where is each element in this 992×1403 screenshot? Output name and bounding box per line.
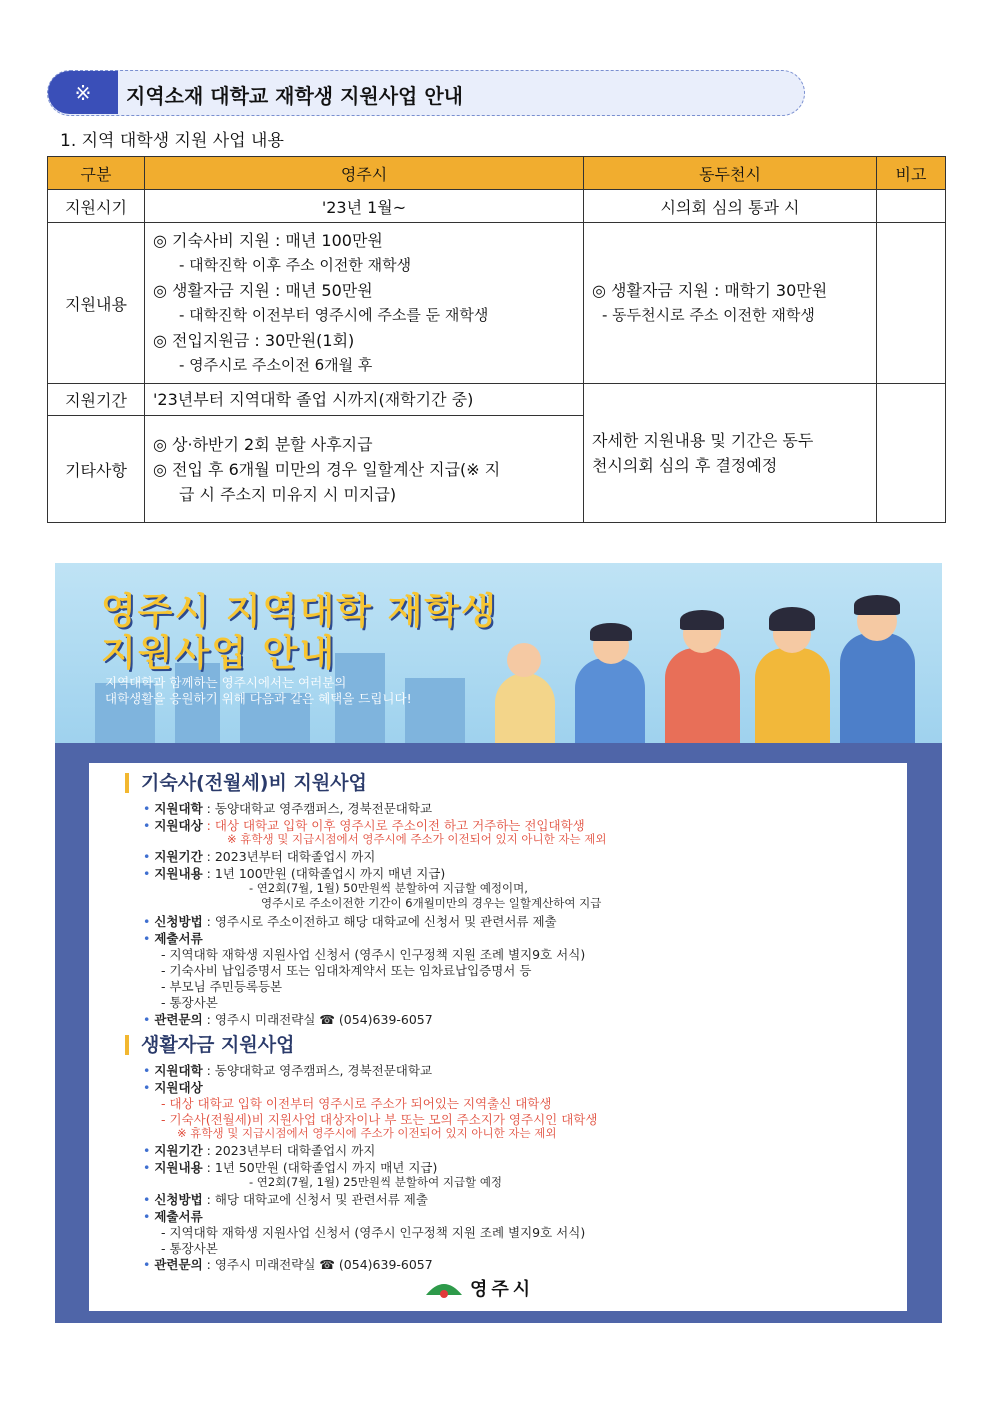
- header-category: 구분: [48, 157, 145, 190]
- bullet-icon: •: [143, 1192, 151, 1207]
- student-hair: [769, 607, 815, 631]
- info-line: [143, 1255, 433, 1273]
- info-line: - 통장사본: [161, 1241, 218, 1256]
- student-figure: [840, 633, 915, 743]
- info-value: : 2023년부터 대학졸업시 까지: [202, 1143, 376, 1158]
- info-line: [143, 847, 375, 865]
- info-key: 관련문의: [154, 1012, 203, 1027]
- student-figure: [575, 658, 645, 743]
- info-key: 제출서류: [154, 931, 203, 946]
- header-yeongju: 영주시: [145, 157, 584, 190]
- bullet-icon: •: [143, 1257, 151, 1272]
- bullet-icon: •: [143, 1063, 151, 1078]
- student-hair: [680, 610, 724, 630]
- reference-mark-icon: ※: [48, 71, 118, 114]
- poster-subtitle: 지역대학과 함께하는 영주시에서는 여러분의: [105, 675, 347, 690]
- dongducheon-etc: [584, 384, 877, 523]
- info-value: : 영주시 미래전략실 ☎ (054)639-6057: [202, 1012, 433, 1027]
- student-figure: [495, 673, 555, 743]
- note-cell: [877, 223, 946, 384]
- info-line: - 연2회(7월, 1월) 50만원씩 분할하여 지급할 예정이며,: [249, 881, 528, 895]
- info-key: 지원대상: [154, 1080, 203, 1095]
- content-line: ◎ 상·하반기 2회 분할 사후지급: [153, 434, 373, 454]
- info-value: : 대상 대학교 입학 이후 영주시로 주소이전 하고 거주하는 전입대학생: [202, 818, 585, 833]
- info-value: : 영주시로 주소이전하고 해당 대학교에 신청서 및 관련서류 제출: [202, 914, 557, 929]
- info-line: - 대상 대학교 입학 이전부터 영주시로 주소가 되어있는 지역출신 대학생: [161, 1096, 552, 1111]
- content-line: 천시의회 심의 후 결정예정: [592, 456, 778, 475]
- content-line: ◎ 생활자금 지원 : 매학기 30만원: [592, 281, 828, 300]
- yeongju-etc: [145, 416, 584, 523]
- info-line: - 지역대학 재학생 지원사업 신청서 (영주시 인구정책 지원 조례 별지9호 서식): [161, 947, 586, 962]
- info-line: [143, 799, 432, 817]
- header-note: 비고: [877, 157, 946, 190]
- student-figure: [665, 648, 740, 743]
- poster-banner: [55, 563, 942, 743]
- bullet-icon: •: [143, 1160, 151, 1175]
- info-value: : 동양대학교 영주캠퍼스, 경북전문대학교: [202, 801, 433, 816]
- bullet-icon: •: [143, 849, 151, 864]
- student-figure: [755, 648, 830, 743]
- section-heading: 생활자금 지원사업: [125, 1035, 294, 1055]
- section-heading: 기숙사(전월세)비 지원사업: [125, 773, 367, 793]
- row-label: 기타사항: [48, 416, 145, 523]
- bullet-icon: •: [143, 818, 151, 833]
- poster-title: 지원사업 안내: [101, 633, 337, 674]
- student-hair: [854, 595, 900, 615]
- bullet-icon: •: [143, 914, 151, 929]
- content-line: ◎ 전입지원금 : 30만원(1회): [153, 331, 355, 350]
- row-label: 지원기간: [48, 384, 145, 416]
- yeongju-logo-icon: [424, 1277, 464, 1299]
- info-line: - 지역대학 재학생 지원사업 신청서 (영주시 인구정책 지원 조례 별지9호 서식): [161, 1225, 586, 1240]
- page-title: 지역소재 대학교 재학생 지원사업 안내: [126, 84, 463, 108]
- info-line: - 기숙사(전월세)비 지원사업 대상자이나 부 또는 모의 주소지가 영주시인 대학생: [161, 1112, 598, 1127]
- info-value: : 영주시 미래전략실 ☎ (054)639-6057: [202, 1257, 433, 1272]
- info-key: 제출서류: [154, 1209, 203, 1224]
- content-line: - 영주시로 주소이전 6개월 후: [179, 356, 373, 374]
- table-header-row: [48, 157, 946, 190]
- info-line: [143, 1141, 375, 1159]
- info-line: [143, 1190, 428, 1208]
- info-key: 지원내용: [154, 866, 203, 881]
- info-key: 관련문의: [154, 1257, 203, 1272]
- content-line: 자세한 지원내용 및 기간은 동두: [592, 431, 814, 450]
- info-key: 지원대학: [154, 801, 203, 816]
- info-line: [143, 912, 557, 930]
- bullet-icon: •: [143, 1143, 151, 1158]
- support-table: [47, 156, 946, 523]
- bullet-icon: •: [143, 801, 151, 816]
- content-line: ◎ 생활자금 지원 : 매년 50만원: [153, 281, 373, 300]
- info-line: - 기숙사비 납입증명서 또는 임대차계약서 또는 임차료납입증명서 등: [161, 963, 532, 978]
- info-value: : 2023년부터 대학졸업시 까지: [202, 849, 376, 864]
- yeongju-period: '23년 1월~: [145, 190, 584, 223]
- content-line: - 대학진학 이후 주소 이전한 재학생: [179, 256, 412, 274]
- info-line: [143, 1010, 433, 1028]
- info-note: ※ 휴학생 및 지급시점에서 영주시에 주소가 이전되어 있지 아니한 자는 제외: [227, 832, 607, 846]
- dongducheon-content: [584, 223, 877, 384]
- student-head: [507, 643, 541, 677]
- info-line: - 부모님 주민등록등본: [161, 979, 283, 994]
- content-line: - 대학진학 이전부터 영주시에 주소를 둔 재학생: [179, 306, 489, 324]
- dongducheon-period: 시의회 심의 통과 시: [584, 190, 877, 223]
- poster-info-card: [89, 763, 907, 1311]
- table-row: [48, 223, 946, 384]
- info-key: 지원기간: [154, 1143, 203, 1158]
- note-cell: [877, 190, 946, 223]
- info-key: 신청방법: [154, 1192, 203, 1207]
- content-line: - 동두천시로 주소 이전한 재학생: [602, 306, 815, 324]
- info-line: - 통장사본: [161, 995, 218, 1010]
- content-line: ◎ 전입 후 6개월 미만의 경우 일할계산 지급(※ 지: [153, 459, 501, 479]
- bullet-icon: •: [143, 1209, 151, 1224]
- content-line: ◎ 기숙사비 지원 : 매년 100만원: [153, 231, 383, 250]
- bullet-icon: •: [143, 1012, 151, 1027]
- bullet-icon: •: [143, 866, 151, 881]
- yeongju-duration: '23년부터 지역대학 졸업 시까지(재학기간 중): [145, 384, 584, 416]
- building-shape: [405, 678, 465, 743]
- info-value: : 동양대학교 영주캠퍼스, 경북전문대학교: [202, 1063, 433, 1078]
- row-label: 지원내용: [48, 223, 145, 384]
- note-cell: [877, 384, 946, 523]
- content-line: 급 시 주소지 미유지 시 미지급): [179, 484, 397, 504]
- info-value: : 1년 50만원 (대학졸업시 까지 매년 지급): [202, 1160, 438, 1175]
- info-line: [143, 1061, 432, 1079]
- poster-subtitle: 대학생활을 응원하기 위해 다음과 같은 혜택을 드립니다!: [105, 691, 412, 706]
- info-key: 지원내용: [154, 1160, 203, 1175]
- info-line: - 연2회(7월, 1월) 25만원씩 분할하여 지급할 예정: [249, 1175, 503, 1189]
- section-heading: 1. 지역 대학생 지원 사업 내용: [60, 131, 284, 151]
- row-label: 지원시기: [48, 190, 145, 223]
- info-note: ※ 휴학생 및 지급시점에서 영주시에 주소가 이전되어 있지 아니한 자는 제외: [177, 1126, 557, 1140]
- table-row: [48, 384, 946, 416]
- info-key: 신청방법: [154, 914, 203, 929]
- yeongju-content: [145, 223, 584, 384]
- info-key: 지원대학: [154, 1063, 203, 1078]
- students-illustration: [485, 593, 915, 743]
- header-dongducheon: 동두천시: [584, 157, 877, 190]
- info-value: : 1년 100만원 (대학졸업시 까지 매년 지급): [202, 866, 446, 881]
- info-line: 영주시로 주소이전한 기간이 6개월미만의 경우는 일할계산하여 지급: [261, 896, 602, 910]
- logo-text: 영주시: [470, 1279, 535, 1300]
- title-bar: [47, 70, 805, 116]
- poster-image: [55, 563, 942, 1323]
- table-row: [48, 190, 946, 223]
- info-key: 지원대상: [154, 818, 203, 833]
- bullet-icon: •: [143, 931, 151, 946]
- info-key: 지원기간: [154, 849, 203, 864]
- student-hair: [590, 623, 632, 641]
- info-value: : 해당 대학교에 신청서 및 관련서류 제출: [202, 1192, 428, 1207]
- poster-title: 영주시 지역대학 재학생: [101, 591, 498, 632]
- yeongju-logo: [424, 1273, 534, 1303]
- bullet-icon: •: [143, 1080, 151, 1095]
